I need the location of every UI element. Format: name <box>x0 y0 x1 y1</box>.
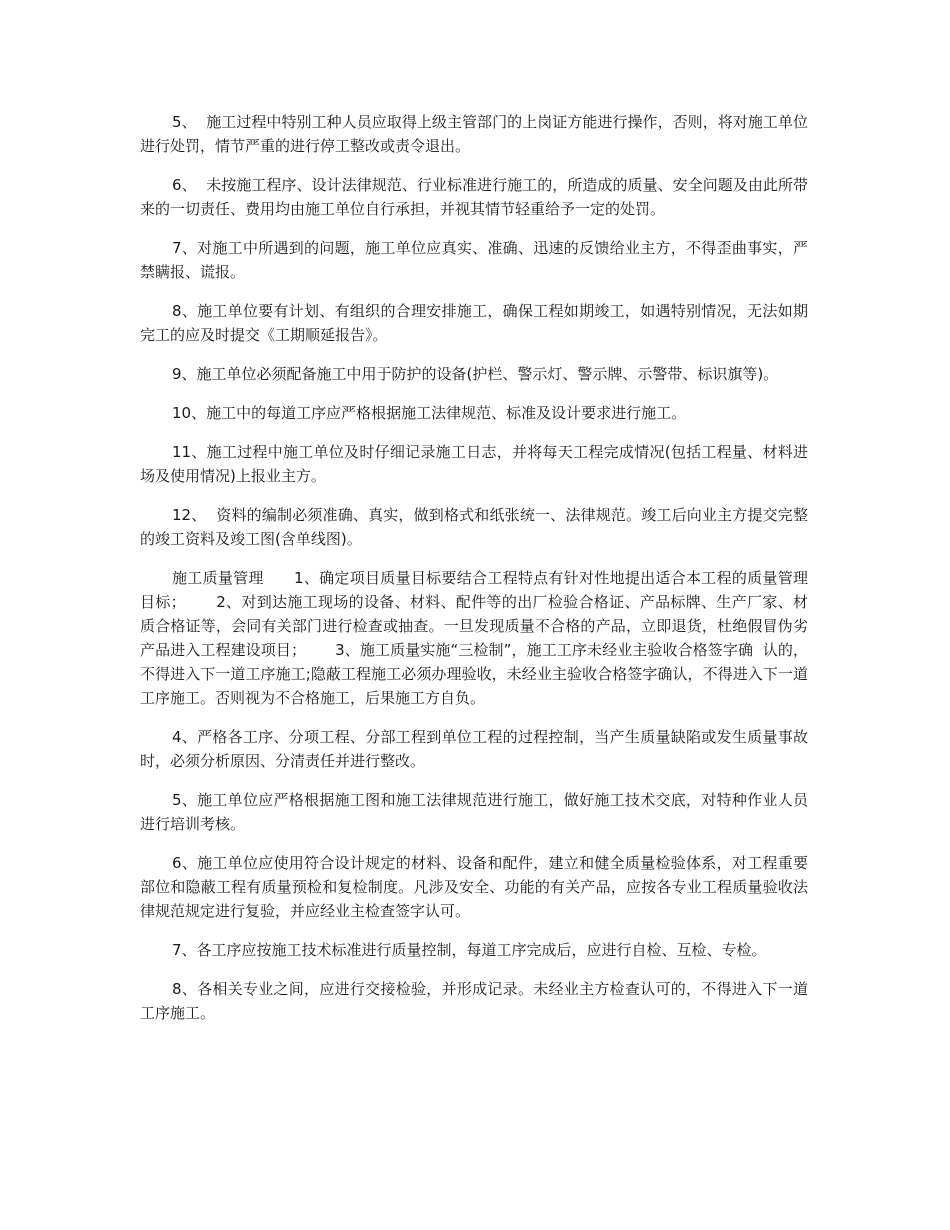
paragraph-4: 8、施工单位要有计划、有组织的合理安排施工，确保工程如期竣工，如遇特别情况，无法如期完工的应及时提交《工期顺延报告》。 <box>140 302 808 344</box>
paragraph-11: 5、施工单位应严格根据施工图和施工法律规范进行施工，做好施工技术交底，对特种作业人员进行培训考核。 <box>140 791 808 833</box>
paragraph-13: 7、各工序应按施工技术标准进行质量控制，每道工序完成后，应进行自检、互检、专检。 <box>172 941 767 959</box>
paragraph-1: 5、 施工过程中特别工种人员应取得上级主管部门的上岗证方能进行操作，否则，将对施工单位进行处罚，情节严重的进行停工整改或责令退出。 <box>140 113 808 155</box>
paragraph-7: 11、施工过程中施工单位及时仔细记录施工日志，并将每天工程完成情况(包括工程量、材料进场及使用情况)上报业主方。 <box>140 443 808 485</box>
document-body <box>140 110 808 1040</box>
paragraph-14: 8、各相关专业之间，应进行交接检验，并形成记录。未经业主方检查认可的，不得进入下一道工序施工。 <box>140 980 808 1022</box>
paragraph-3: 7、对施工中所遇到的问题，施工单位应真实、准确、迅速的反馈给业主方，不得歪曲事实，严禁瞒报、谎报。 <box>140 239 808 281</box>
paragraph-6: 10、施工中的每道工序应严格根据施工法律规范、标准及设计要求进行施工。 <box>172 404 687 422</box>
paragraph-10: 4、严格各工序、分项工程、分部工程到单位工程的过程控制，当产生质量缺陷或发生质量事故时，必须分析原因、分清责任并进行整改。 <box>140 728 808 770</box>
paragraph-2: 6、 未按施工程序、设计法律规范、行业标准进行施工的，所造成的质量、安全问题及由此所带来的一切责任、费用均由施工单位自行承担，并视其情节轻重给予一定的处罚。 <box>140 176 808 218</box>
paragraph-quality-management: 施工质量管理 1、确定项目质量目标要结合工程特点有针对性地提出适合本工程的质量管理目标； 2、对到达施工现场的设备、材料、配件等的出厂检验合格证、产品标牌、生产厂家、材质合格证等，会同有关部门进行检查或抽查。一旦发现质量不合格的产品，立即退货，杜绝假冒伪劣产品进入工程建设项目； 3、施工质量实施“三检制”，施工工序未经业主验收合格签字确 认的，不得进入下一道工序施工;隐蔽工程施工必须办理验收，未经业主验收合格签字确认，不得进入下一道工序施工。否则视为不合格施工，后果施工方自负。 <box>140 569 808 707</box>
paragraph-12: 6、施工单位应使用符合设计规定的材料、设备和配件，建立和健全质量检验体系，对工程重要部位和隐蔽工程有质量预检和复检制度。凡涉及安全、功能的有关产品，应按各专业工程质量验收法律规范规定进行复验，并应经业主检查签字认可。 <box>140 854 808 920</box>
paragraph-5: 9、施工单位必须配备施工中用于防护的设备(护栏、警示灯、警示牌、示警带、标识旗等)。 <box>172 365 779 383</box>
paragraph-8: 12、 资料的编制必须准确、真实，做到格式和纸张统一、法律规范。竣工后向业主方提交完整的竣工资料及竣工图(含单线图)。 <box>140 506 808 548</box>
